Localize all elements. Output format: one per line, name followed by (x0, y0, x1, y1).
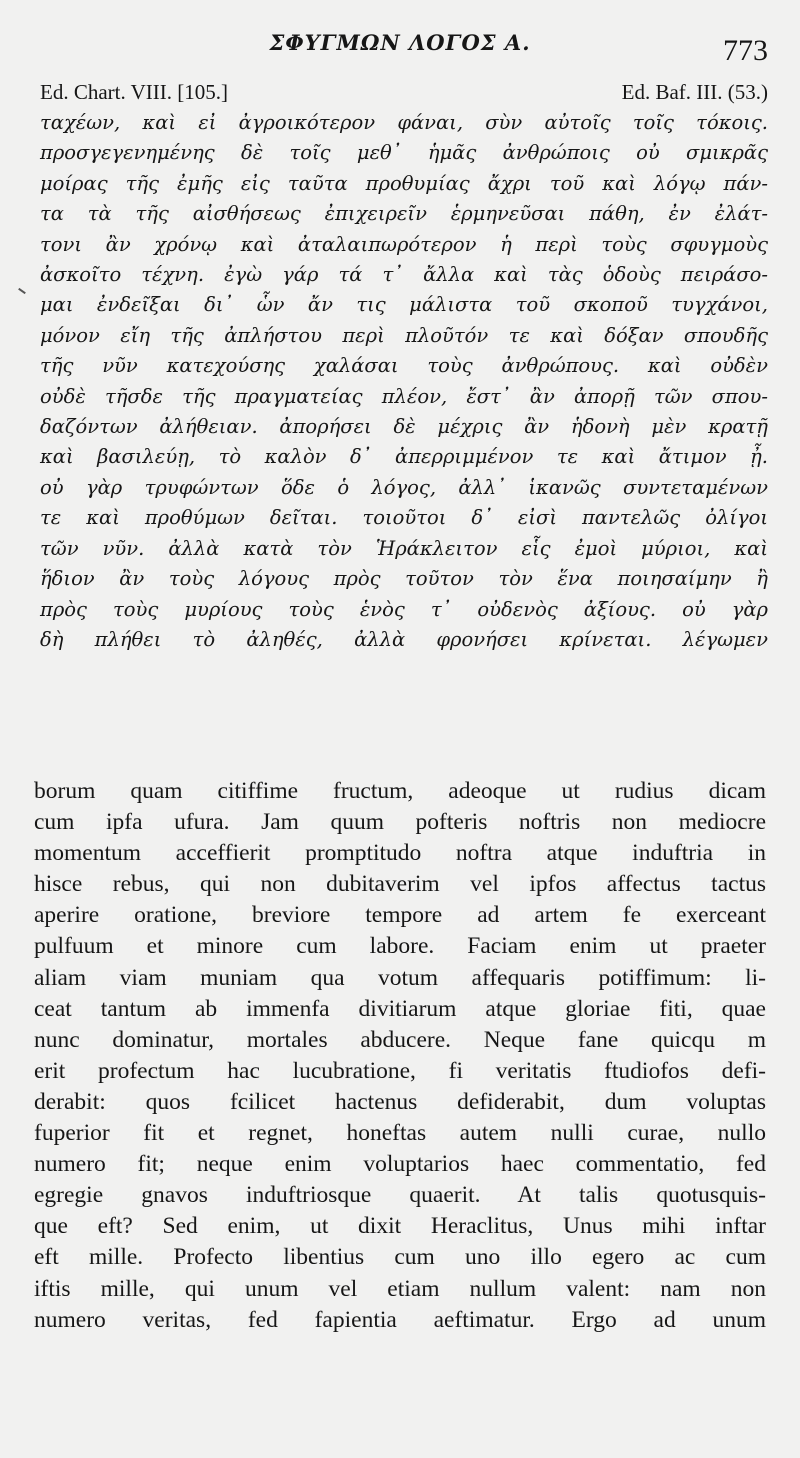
latin-line: numero veritas, fed fapientia aeftimatur. Ergo ad unum (34, 1306, 766, 1333)
greek-line: δαζόντων ἀλήθειαν. ἀπορήσει δὲ μέχρις ἂν ἡδονὴ μὲν κρατῇ (40, 415, 768, 439)
greek-line: ταχέων, καὶ εἰ ἀγροικότερον φάναι, σὺν αὐτοῖς τοῖς τόκοις. (40, 111, 768, 134)
greek-line: πρὸς τοὺς μυρίους τοὺς ἑνὸς τ᾽ οὐδενὸς ἀξίους. οὐ γὰρ (40, 597, 768, 621)
greek-line: ἀσκοῖτο τέχνη. ἐγὼ γάρ τά τ᾽ ἄλλα καὶ τὰς ὁδοὺς πειράσο- (40, 263, 768, 287)
latin-line: pulfuum et minore cum labore. Faciam enim ut praeter (34, 933, 766, 960)
greek-line: οὐδὲ τῆσδε τῆς πραγματείας πλέον, ἔστ᾽ ἂν ἀπορῇ τῶν σπου- (40, 384, 768, 408)
latin-line: borum quam citiffime fructum, adeoque ut rudius dicam (34, 778, 766, 804)
edition-chartier-reference: Ed. Chart. VIII. [105.] (40, 80, 228, 104)
latin-text-block (34, 776, 766, 1336)
greek-line: προσγεγενημένης δὲ τοῖς μεθ᾽ ἡμᾶς ἀνθρώποις οὐ σμικρᾶς (40, 141, 768, 165)
latin-line: erit profectum hac lucubratione, fi veritatis ftudiofos defi- (34, 1057, 766, 1084)
latin-line: numero fit; neque enim voluptarios haec commentatio, fed (34, 1151, 766, 1178)
greek-line: τα τὰ τῆς αἰσθήσεως ἐπιχειρεῖν ἑρμηνεῦσαι πάθη, ἐν ἐλάτ- (40, 202, 768, 226)
page-header (0, 28, 800, 67)
latin-line: hisce rebus, qui non dubitaverim vel ipfos affectus tactus (34, 871, 766, 898)
latin-line: eft mille. Profecto libentius cum uno illo egero ac cum (34, 1244, 766, 1271)
latin-line: aperire oratione, breviore tempore ad artem fe exerceant (34, 902, 766, 929)
latin-line: aliam viam muniam qua votum affequaris potiffimum: li- (34, 964, 766, 991)
latin-line: iftis mille, qui unum vel etiam nullum valent: nam non (34, 1275, 766, 1302)
greek-line: μόνον εἴη τῆς ἀπλήστου περὶ πλοῦτόν τε καὶ δόξαν σπουδῆς (40, 323, 768, 347)
edition-basel-reference: Ed. Baf. III. (53.) (621, 80, 768, 104)
margin-mark (18, 288, 26, 294)
greek-text-block (40, 108, 768, 655)
latin-line: derabit: quos fcilicet hactenus defiderabit, dum voluptas (34, 1088, 766, 1115)
greek-line: τε καὶ προθύμων δεῖται. τοιοῦτοι δ᾽ εἰσὶ παντελῶς ὀλίγοι (40, 506, 768, 530)
greek-line: τῶν νῦν. ἀλλὰ κατὰ τὸν Ἡράκλειτον εἷς ἐμοὶ μύριοι, καὶ (40, 536, 768, 560)
latin-line: momentum acceffierit promptitudo noftra atque induftria in (34, 840, 766, 867)
greek-line: τονι ἂν χρόνῳ καὶ ἀταλαιπωρότερον ἡ περὶ τοὺς σφυγμοὺς (40, 232, 768, 256)
greek-line: ἥδιον ἂν τοὺς λόγους πρὸς τοῦτον τὸν ἕνα ποιησαίμην ἢ (40, 567, 768, 591)
latin-line: cum ipfa ufura. Jam quum pofteris noftris non mediocre (34, 809, 766, 836)
latin-line: nunc dominatur, mortales abducere. Neque fane quicqu m (34, 1026, 766, 1053)
latin-line: ceat tantum ab immenfa divitiarum atque gloriae fiti, quae (34, 995, 766, 1022)
page-number: 773 (723, 34, 768, 67)
greek-line: τῆς νῦν κατεχούσης χαλάσαι τοὺς ἀνθρώπους. καὶ οὐδὲν (40, 354, 768, 378)
edition-line (40, 80, 768, 108)
greek-line: μοίρας τῆς ἐμῆς εἰς ταῦτα προθυμίας ἄχρι τοῦ καὶ λόγῳ πάν- (40, 171, 768, 195)
greek-line: δὴ πλήθει τὸ ἀληθές, ἀλλὰ φρονήσει κρίνεται. λέγωμεν (40, 627, 768, 651)
latin-line: que eft? Sed enim, ut dixit Heraclitus, Unus mihi inftar (34, 1213, 766, 1240)
greek-line: οὐ γὰρ τρυφώντων ὅδε ὁ λόγος, ἀλλ᾽ ἱκανῶς συντεταμένων (40, 475, 768, 499)
greek-line: καὶ βασιλεύῃ, τὸ καλὸν δ᾽ ἀπερριμμένον τε καὶ ἄτιμον ᾖ. (40, 445, 768, 469)
running-title: ΣΦΥΓΜΩΝ ΛΟΓΟΣ Α. (269, 30, 531, 55)
greek-line: μαι ἐνδεῖξαι δι᾽ ὧν ἄν τις μάλιστα τοῦ σκοποῦ τυγχάνοι, (40, 293, 768, 317)
latin-line: egregie gnavos induftriosque quaerit. At talis quotusquis- (34, 1182, 766, 1209)
latin-line: fuperior fit et regnet, honeftas autem nulli curae, nullo (34, 1120, 766, 1147)
